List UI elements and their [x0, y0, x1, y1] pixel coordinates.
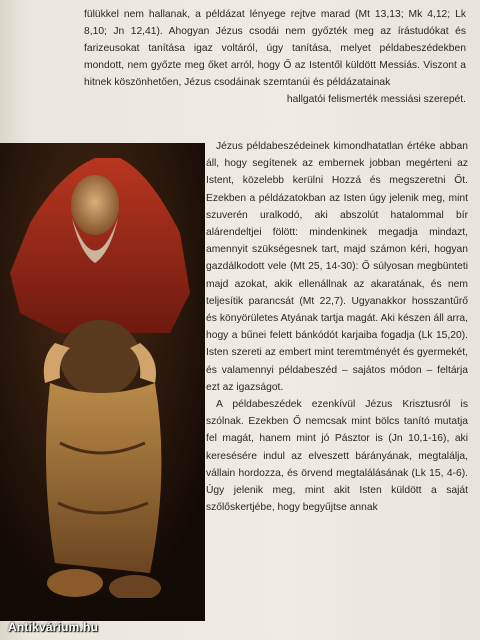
- top-paragraph: fülükkel nem hallanak, a példázat lényege rejtve marad (Mt 13,13; Mk 4,12; Lk 8,10; Jn 12,41). Ahogyan Jézus csodái nem győzték meg az írástudókat és farizeusokat tanítása igaz voltáról, úgy tanítása, melyet példabeszédekben mondott, nem győzte meg őket arról, hogy Ő az Istentől küldött Messiás. Viszont a hitnek köszönhetően, Jézus csodáinak szemtanúi és példázatainak: [84, 9, 466, 89]
- father-face: [71, 175, 119, 235]
- painting-return-of-prodigal-son: [0, 143, 205, 621]
- paragraph-3: A példabeszédek ezenkívül Jézus Krisztusról is szólnak. Ezekben Ő nemcsak mint bölcs tanító mutatja fel magát, hanem mint jó Pásztor is (Jn 10,1-16), aki keresésére indul az elveszett bárányának, megtalálja, vállain hordozza, és örvend megtalálásának (Lk 15, 4-6). Úgy jelenik meg, mint akit Isten küldött a saját szőlőskertjébe, hogy begyűjtse annak: [206, 399, 468, 514]
- top-paragraph-last-line: hallgatói felismerték messiási szerepét.: [286, 94, 466, 106]
- paragraph-2: Jézus példabeszédeinek kimondhatatlan értéke abban áll, hogy segítenek az embernek jobban megérteni az Istent, közelebb kerülni Hozzá és megszeretni Őt. Ezekben a példázatokban az Isten úgy jelenik meg, mint szuverén uralkodó, aki abszolút hatalommal bír alárendeltjei fölött: mindenkinek megadja mindazt, amennyit szükségesnek tart, majd számon kéri, hogyan gazdálkodott vele (Mt 25, 14-30): Ő súlyosan megbünteti majd azokat, akik ellenállnak az akaratának, és nem teljesítik parancsát (Mt 22,7). Ugyanakkor hosszantűrő és könyörületes Atyának tartja magát. Aki készen áll arra, hogy a bűnei felett bánkódót karjaiba fogadja (Lk 15,20). Isten szereti az embert mint teremtményét és gyermekét, és valamennyi példabeszéd – sajátos módon – feltárja ezt az igazságot.: [206, 141, 468, 393]
- painting-illustration: [0, 143, 205, 621]
- top-text-block: [84, 6, 466, 109]
- watermark: Antikvárium.hu: [8, 620, 99, 634]
- son-head: [60, 320, 140, 396]
- right-text-column: [206, 138, 468, 516]
- son-garment: [46, 383, 161, 573]
- painting-floor: [0, 598, 205, 621]
- son-foot-left: [47, 569, 103, 597]
- son-foot-right: [109, 575, 161, 601]
